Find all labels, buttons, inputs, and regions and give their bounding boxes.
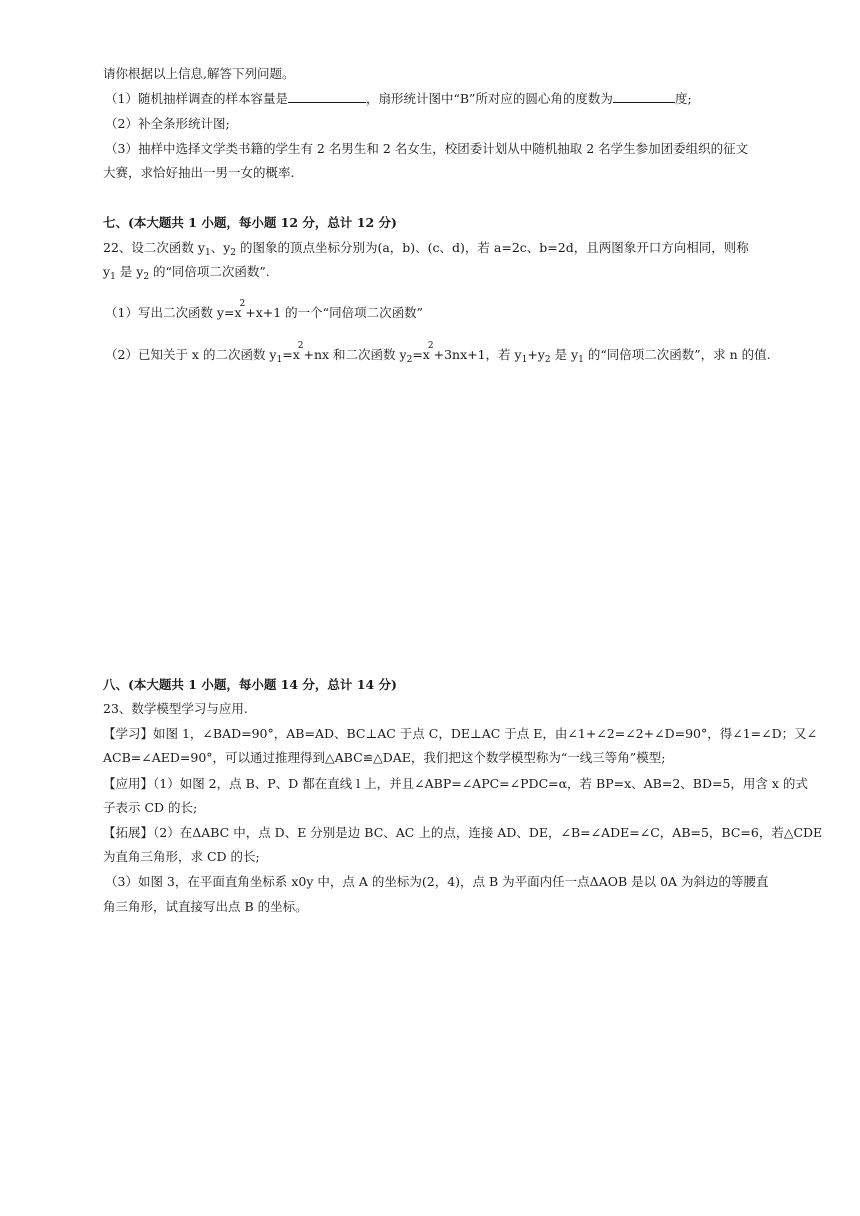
q23-part3-line1: （3）如图 3，在平面直角坐标系 x0y 中，点 A 的坐标为(2，4)，点 B 为平面内任一点ΔAOB 是以 0A 为斜边的等腰直 bbox=[105, 874, 769, 889]
q23-extend-line1: 【拓展】（2）在ΔABC 中，点 D、E 分别是边 BC、AC 上的点，连接 AD、DE，∠B=∠ADE=∠C，AB=5，BC=6，若△CDE bbox=[103, 825, 823, 840]
q23-part3-line2: 角三角形，试直接写出点 B 的坐标。 bbox=[103, 899, 308, 914]
q22-part2: （2）已知关于 x 的二次函数 $y_1=x^2+nx$ 和二次函数 $y_2=x^2+3nx+1$，若 $y_1+y_2$ 是 $y_1$ 的“同倍项二次函数”，求 n 的值. bbox=[105, 341, 771, 365]
answer-blank-sample-size[interactable] bbox=[288, 90, 366, 103]
q23-extend-line2: 为直角三角形，求 CD 的长; bbox=[103, 849, 260, 864]
q23-learn-line2: ACB=∠AED=90°，可以通过推理得到△ABC≌△DAE，我们把这个数学模型称为“一线三等角”模型; bbox=[103, 750, 666, 765]
q21-intro: 请你根据以上信息,解答下列问题。 bbox=[103, 66, 295, 81]
q22-line2: $y_1$ 是 $y_2$ 的“同倍项二次函数”. bbox=[103, 264, 270, 282]
q21-part1: （1）随机抽样调查的样本容量是 ，扇形统计图中“B”所对应的圆心角的度数为 度; bbox=[105, 91, 692, 106]
answer-blank-angle[interactable] bbox=[613, 90, 675, 103]
section7-heading: 七、(本大题共 1 小题，每小题 12 分，总计 12 分) bbox=[103, 215, 397, 230]
q23-apply-line1: 【应用】（1）如图 2，点 B、P、D 都在直线 l 上，并且∠ABP=∠APC=∠PDC=α，若 BP=x、AB=2、BD=5，用含 x 的式 bbox=[103, 776, 808, 791]
section8-heading: 八、(本大题共 1 小题，每小题 14 分，总计 14 分) bbox=[103, 677, 397, 692]
q23-title: 23、数学模型学习与应用. bbox=[103, 701, 248, 716]
q23-apply-line2: 子表示 CD 的长; bbox=[103, 800, 198, 815]
q21-part2: （2）补全条形统计图; bbox=[105, 116, 230, 131]
q21-part3-line2: 大赛，求恰好抽出一男一女的概率. bbox=[103, 165, 295, 180]
q21-part3-line1: （3）抽样中选择文学类书籍的学生有 2 名男生和 2 名女生，校团委计划从中随机抽取 2 名学生参加团委组织的征文 bbox=[105, 141, 749, 156]
q22-part1: （1）写出二次函数 $y=x^2+x+1$ 的一个“同倍项二次函数” bbox=[105, 299, 423, 320]
q23-learn-line1: 【学习】如图 1，∠BAD=90°，AB=AD、BC⊥AC 于点 C，DE⊥AC 于点 E，由∠1+∠2=∠2+∠D=90°，得∠1=∠D；又∠ bbox=[103, 726, 818, 741]
q22-line1: 22、设二次函数 $y_1$、$y_2$ 的图象的顶点坐标分别为(a，b)、(c、d)，若 a=2c、b=2d，且两图象开口方向相同，则称 bbox=[103, 240, 749, 258]
